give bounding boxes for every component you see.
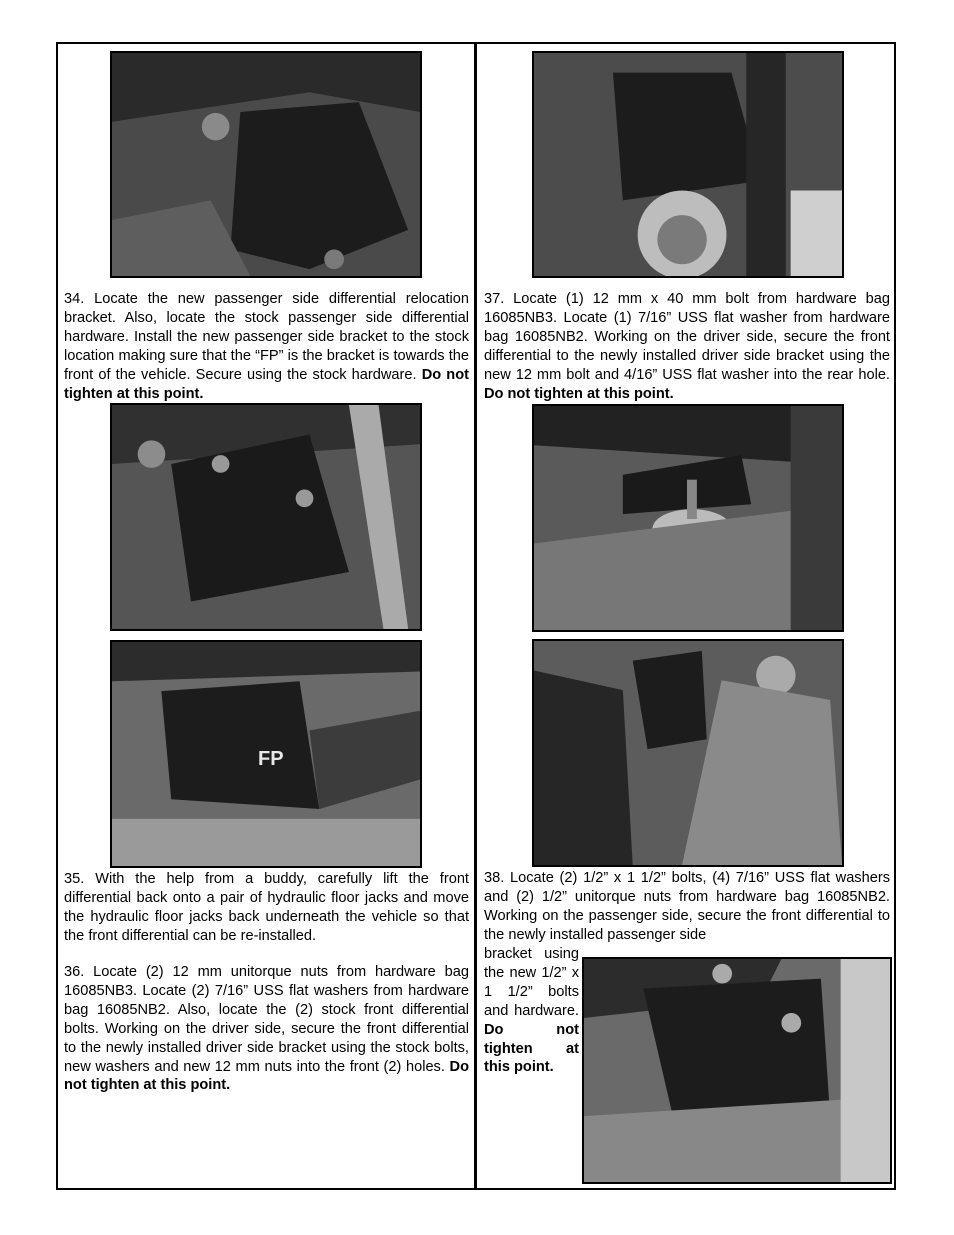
step-37-text: 37. Locate (1) 12 mm x 40 mm bolt from hardware bag 16085NB3. Locate (1) 7/16” USS flat washer from hardware bag 16085NB2. Working on the driver side, secure the front differential to the newly installed driver side bracket using the new 12 mm bolt and 4/16” USS flat washer into the rear hole. Do not tighten at this point.: [484, 291, 890, 402]
photo-passenger-bracket-closeup: [110, 51, 422, 278]
step-36-text: 36. Locate (2) 12 mm unitorque nuts from hardware bag 16085NB3. Locate (2) 7/16” USS flat washers from hardware bag 16085NB2. Also, locate the (2) stock front differential bolts. Working on the driver side, secure the front differential to the newly installed driver side bracket using the stock bolts, new washers and new 12 mm nuts into the front (2) holes. Do not tighten at this point.: [64, 964, 470, 1094]
photo-bolt-washer: [532, 404, 844, 632]
photo-passenger-differential: [532, 639, 844, 867]
step-34-text: 34. Locate the new passenger side differential relocation bracket. Also, locate the stock passenger side differential hardware. Install the new passenger side bracket to the stock location making sure that the “FP” is the bracket is towards the front of the vehicle. Secure using the stock hardware. Do not tighten at this point.: [64, 291, 469, 402]
step-38-text-continued: bracket using the new 1/2” x 1 1/2” bolts and hardware. Do not tighten at this point.: [484, 946, 579, 1076]
fp-stencil-label: FP: [258, 748, 284, 770]
photo-differential-driver-side: [532, 51, 844, 278]
step-35-text: 35. With the help from a buddy, carefully lift the front differential back onto a pair of hydraulic floor jacks and move the hydraulic floor jacks back underneath the vehicle so that the front differential can be re-installed.: [64, 871, 469, 944]
photo-passenger-bracket-bolts: [582, 957, 892, 1184]
step-38-text: 38. Locate (2) 1/2” x 1 1/2” bolts, (4) 7/16” USS flat washers and (2) 1/2” unitorque nuts from hardware bag 16085NB2. Working on the passenger side, secure the front differential to the newly installed passenger side: [484, 870, 890, 943]
column-divider: [474, 42, 477, 1190]
photo-bracket-installed: [110, 403, 422, 631]
